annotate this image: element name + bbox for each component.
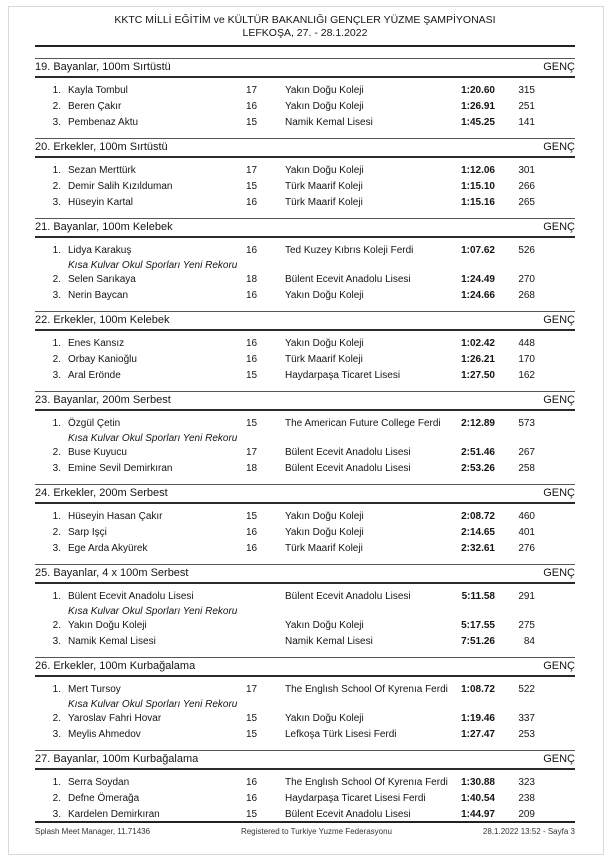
event-results	[35, 504, 575, 557]
club-cell: Namik Kemal Lisesi	[285, 636, 373, 647]
age-cell: 15	[246, 181, 258, 192]
age-cell: 15	[246, 117, 258, 128]
event-results	[35, 331, 575, 384]
result-row	[35, 179, 575, 195]
record-note: Kısa Kulvar Okul Sporları Yeni Rekoru	[68, 699, 238, 710]
result-row	[35, 775, 575, 791]
time-cell: 1:19.46	[461, 713, 495, 724]
footer-datetime-page: 28.1.2022 13:52 - Sayfa 3	[482, 827, 575, 836]
event-section	[35, 750, 575, 823]
points-cell: 268	[518, 290, 535, 301]
result-row	[35, 368, 575, 384]
points-cell: 265	[518, 197, 535, 208]
result-row	[35, 163, 575, 179]
result-row	[35, 416, 575, 432]
age-cell: 16	[246, 245, 258, 256]
age-cell: 16	[246, 777, 258, 788]
rank-cell: 3.	[52, 370, 61, 381]
club-cell: Yakın Doğu Koleji	[285, 101, 364, 112]
swimmer-name: Emine Sevil Demirkıran	[68, 463, 173, 474]
time-cell: 2:08.72	[461, 511, 495, 522]
result-row	[35, 541, 575, 557]
points-cell: 162	[518, 370, 535, 381]
result-row	[35, 509, 575, 525]
record-note: Kısa Kulvar Okul Sporları Yeni Rekoru	[68, 433, 238, 444]
age-cell: 16	[246, 543, 258, 554]
points-cell: 267	[518, 447, 535, 458]
footer-software: Splash Meet Manager, 11.71436	[35, 827, 151, 836]
swimmer-name: Bülent Ecevit Anadolu Lisesi	[68, 591, 194, 602]
event-title: 24. Erkekler, 200m Serbest	[35, 487, 168, 499]
result-row	[35, 288, 575, 304]
swimmer-name: Kardelen Demirkıran	[68, 809, 160, 820]
time-cell: 2:53.26	[461, 463, 495, 474]
time-cell: 2:51.46	[461, 447, 495, 458]
rank-cell: 3.	[52, 197, 61, 208]
event-category-badge: GENÇ	[543, 487, 575, 499]
age-cell: 15	[246, 713, 258, 724]
club-cell: Ted Kuzey Kıbrıs Koleji Ferdi	[285, 245, 414, 256]
points-cell: 323	[518, 777, 535, 788]
swimmer-name: Mert Tursoy	[68, 684, 121, 695]
event-heading	[35, 138, 575, 158]
club-cell: Bülent Ecevit Anadolu Lisesi	[285, 463, 411, 474]
swimmer-name: Lidya Karakuş	[68, 245, 132, 256]
time-cell: 1:27.47	[461, 729, 495, 740]
swimmer-name: Buse Kuyucu	[68, 447, 127, 458]
club-cell: Türk Maarif Koleji	[285, 197, 363, 208]
swimmer-name: Kayla Tombul	[68, 85, 128, 96]
event-section	[35, 138, 575, 211]
swimmer-name: Defne Ömerağa	[68, 793, 140, 804]
rank-cell: 3.	[52, 117, 61, 128]
time-cell: 2:12.89	[461, 418, 495, 429]
points-cell: 209	[518, 809, 535, 820]
event-results	[35, 584, 575, 650]
club-cell: Bülent Ecevit Anadolu Lisesi	[285, 274, 411, 285]
result-row	[35, 336, 575, 352]
event-heading	[35, 484, 575, 504]
time-cell: 1:27.50	[461, 370, 495, 381]
rank-cell: 3.	[52, 543, 61, 554]
rank-cell: 1.	[52, 165, 61, 176]
time-cell: 1:44.97	[461, 809, 495, 820]
swimmer-name: Aral Erönde	[68, 370, 121, 381]
rank-cell: 2.	[52, 793, 61, 804]
points-cell: 238	[518, 793, 535, 804]
event-heading	[35, 391, 575, 411]
time-cell: 1:15.10	[461, 181, 495, 192]
club-cell: The Englısh School Of Kyrenıa Ferdi	[285, 684, 448, 695]
result-row	[35, 352, 575, 368]
swimmer-name: Namik Kemal Lisesi	[68, 636, 156, 647]
rank-cell: 2.	[52, 181, 61, 192]
rank-cell: 1.	[52, 777, 61, 788]
time-cell: 1:26.91	[461, 101, 495, 112]
time-cell: 1:15.16	[461, 197, 495, 208]
rank-cell: 1.	[52, 418, 61, 429]
event-results	[35, 158, 575, 211]
event-section	[35, 391, 575, 477]
rank-cell: 2.	[52, 713, 61, 724]
points-cell: 84	[523, 636, 535, 647]
event-section	[35, 484, 575, 557]
result-row	[35, 99, 575, 115]
points-cell: 522	[518, 684, 535, 695]
points-cell: 270	[518, 274, 535, 285]
event-title: 19. Bayanlar, 100m Sırtüstü	[35, 61, 171, 73]
age-cell: 16	[246, 290, 258, 301]
age-cell: 16	[246, 338, 258, 349]
club-cell: Haydarpaşa Ticaret Lisesi Ferdi	[285, 793, 426, 804]
rank-cell: 2.	[52, 274, 61, 285]
event-results	[35, 677, 575, 743]
age-cell: 15	[246, 370, 258, 381]
result-row	[35, 791, 575, 807]
rank-cell: 2.	[52, 447, 61, 458]
time-cell: 7:51.26	[461, 636, 495, 647]
event-heading	[35, 750, 575, 770]
points-cell: 251	[518, 101, 535, 112]
points-cell: 275	[518, 620, 535, 631]
club-cell: Yakın Doğu Koleji	[285, 713, 364, 724]
time-cell: 1:26.21	[461, 354, 495, 365]
result-row	[35, 83, 575, 99]
points-cell: 266	[518, 181, 535, 192]
rank-cell: 2.	[52, 101, 61, 112]
age-cell: 16	[246, 197, 258, 208]
points-cell: 141	[518, 117, 535, 128]
event-title: 27. Bayanlar, 100m Kurbağalama	[35, 753, 199, 765]
swimmer-name: Sarp Işçi	[68, 527, 107, 538]
age-cell: 17	[246, 684, 258, 695]
points-cell: 301	[518, 165, 535, 176]
event-section	[35, 657, 575, 743]
result-row	[35, 711, 575, 727]
points-cell: 315	[518, 85, 535, 96]
result-row	[35, 461, 575, 477]
event-category-badge: GENÇ	[543, 221, 575, 233]
rank-cell: 3.	[52, 463, 61, 474]
event-category-badge: GENÇ	[543, 141, 575, 153]
club-cell: Bülent Ecevit Anadolu Lisesi	[285, 591, 411, 602]
club-cell: Namik Kemal Lisesi	[285, 117, 373, 128]
event-category-badge: GENÇ	[543, 394, 575, 406]
club-cell: Yakın Doğu Koleji	[285, 511, 364, 522]
age-cell: 18	[246, 463, 258, 474]
club-cell: Yakın Doğu Koleji	[285, 290, 364, 301]
result-row	[35, 272, 575, 288]
result-row	[35, 243, 575, 259]
rank-cell: 1.	[52, 245, 61, 256]
event-results	[35, 411, 575, 477]
age-cell: 17	[246, 447, 258, 458]
time-cell: 1:24.66	[461, 290, 495, 301]
rank-cell: 1.	[52, 338, 61, 349]
swimmer-name: Pembenaz Aktu	[68, 117, 139, 128]
club-cell: Haydarpaşa Ticaret Lisesi	[285, 370, 401, 381]
time-cell: 1:08.72	[461, 684, 495, 695]
club-cell: The American Future College Ferdi	[285, 418, 441, 429]
swimmer-name: Nerin Baycan	[68, 290, 129, 301]
result-row	[35, 445, 575, 461]
event-category-badge: GENÇ	[543, 314, 575, 326]
event-section	[35, 311, 575, 384]
event-title: 22. Erkekler, 100m Kelebek	[35, 314, 170, 326]
time-cell: 2:14.65	[461, 527, 495, 538]
age-cell: 16	[246, 101, 258, 112]
event-title: 20. Erkekler, 100m Sırtüstü	[35, 141, 168, 153]
club-cell: Bülent Ecevit Anadolu Lisesi	[285, 447, 411, 458]
points-cell: 170	[518, 354, 535, 365]
swimmer-name: Meylis Ahmedov	[68, 729, 141, 740]
document-title: KKTC MİLLİ EĞİTİM ve KÜLTÜR BAKANLIĞI GENÇLER YÜZME ŞAMPİYONASI	[114, 14, 496, 26]
event-title: 25. Bayanlar, 4 x 100m Serbest	[35, 567, 189, 579]
age-cell: 17	[246, 165, 258, 176]
swimmer-name: Selen Sarıkaya	[68, 274, 136, 285]
time-cell: 1:02.42	[461, 338, 495, 349]
swimmer-name: Serra Soydan	[68, 777, 130, 788]
points-cell: 401	[518, 527, 535, 538]
event-heading	[35, 218, 575, 238]
rank-cell: 1.	[52, 684, 61, 695]
event-title: 26. Erkekler, 100m Kurbağalama	[35, 660, 196, 672]
club-cell: Lefkoşa Türk Lisesi Ferdi	[285, 729, 397, 740]
time-cell: 1:40.54	[461, 793, 495, 804]
time-cell: 1:24.49	[461, 274, 495, 285]
event-results	[35, 78, 575, 131]
age-cell: 15	[246, 809, 258, 820]
swimmer-name: Sezan Merttürk	[68, 165, 136, 176]
event-heading	[35, 311, 575, 331]
event-section	[35, 218, 575, 304]
page-footer	[35, 821, 575, 836]
points-cell: 258	[518, 463, 535, 474]
time-cell: 5:11.58	[461, 591, 495, 602]
age-cell: 16	[246, 527, 258, 538]
swimmer-name: Beren Çakır	[68, 101, 122, 112]
time-cell: 1:45.25	[461, 117, 495, 128]
points-cell: 291	[518, 591, 535, 602]
swimmer-name: Enes Kansız	[68, 338, 125, 349]
result-row	[35, 634, 575, 650]
age-cell: 16	[246, 793, 258, 804]
points-cell: 573	[518, 418, 535, 429]
time-cell: 1:07.62	[461, 245, 495, 256]
swimmer-name: Hüseyin Kartal	[68, 197, 134, 208]
event-title: 21. Bayanlar, 100m Kelebek	[35, 221, 173, 233]
result-row	[35, 525, 575, 541]
event-category-badge: GENÇ	[543, 61, 575, 73]
club-cell: The Englısh School Of Kyrenıa Ferdi	[285, 777, 448, 788]
event-section	[35, 564, 575, 650]
club-cell: Türk Maarif Koleji	[285, 181, 363, 192]
time-cell: 1:30.88	[461, 777, 495, 788]
event-results	[35, 770, 575, 823]
points-cell: 253	[518, 729, 535, 740]
result-row	[35, 195, 575, 211]
points-cell: 276	[518, 543, 535, 554]
age-cell: 17	[246, 85, 258, 96]
club-cell: Bülent Ecevit Anadolu Lisesi	[285, 809, 411, 820]
club-cell: Yakın Doğu Koleji	[285, 338, 364, 349]
age-cell: 16	[246, 354, 258, 365]
age-cell: 15	[246, 729, 258, 740]
header-divider	[35, 45, 575, 47]
result-row	[35, 682, 575, 698]
rank-cell: 1.	[52, 591, 61, 602]
rank-cell: 3.	[52, 290, 61, 301]
swimmer-name: Yaroslav Fahri Hovar	[68, 713, 162, 724]
swimmer-name: Demir Salih Kızılduman	[68, 181, 173, 192]
points-cell: 448	[518, 338, 535, 349]
swimmer-name: Ege Arda Akyürek	[68, 543, 148, 554]
club-cell: Yakın Doğu Koleji	[285, 85, 364, 96]
rank-cell: 1.	[52, 85, 61, 96]
time-cell: 5:17.55	[461, 620, 495, 631]
points-cell: 460	[518, 511, 535, 522]
event-heading	[35, 657, 575, 677]
footer-registration: Registered to Turkiye Yuzme Federasyonu	[240, 827, 392, 836]
record-note: Kısa Kulvar Okul Sporları Yeni Rekoru	[68, 606, 238, 617]
rank-cell: 2.	[52, 527, 61, 538]
time-cell: 1:12.06	[461, 165, 495, 176]
event-heading	[35, 564, 575, 584]
event-results	[35, 238, 575, 304]
swimmer-name: Hüseyin Hasan Çakır	[68, 511, 163, 522]
points-cell: 337	[518, 713, 535, 724]
club-cell: Yakın Doğu Koleji	[285, 527, 364, 538]
event-section	[35, 58, 575, 131]
club-cell: Yakın Doğu Koleji	[285, 620, 364, 631]
time-cell: 2:32.61	[461, 543, 495, 554]
result-row	[35, 618, 575, 634]
swimmer-name: Yakın Doğu Koleji	[68, 620, 147, 631]
event-category-badge: GENÇ	[543, 753, 575, 765]
rank-cell: 3.	[52, 809, 61, 820]
rank-cell: 1.	[52, 511, 61, 522]
event-title: 23. Bayanlar, 200m Serbest	[35, 394, 171, 406]
club-cell: Yakın Doğu Koleji	[285, 165, 364, 176]
club-cell: Türk Maarif Koleji	[285, 354, 363, 365]
points-cell: 526	[518, 245, 535, 256]
club-cell: Türk Maarif Koleji	[285, 543, 363, 554]
swimmer-name: Özgül Çetin	[68, 418, 121, 429]
event-category-badge: GENÇ	[543, 567, 575, 579]
document-subtitle: LEFKOŞA, 27. - 28.1.2022	[242, 27, 368, 39]
events-list	[35, 58, 575, 823]
rank-cell: 2.	[52, 354, 61, 365]
rank-cell: 2.	[52, 620, 61, 631]
record-note: Kısa Kulvar Okul Sporları Yeni Rekoru	[68, 260, 238, 271]
rank-cell: 3.	[52, 729, 61, 740]
swimmer-name: Orbay Kanioğlu	[68, 354, 137, 365]
rank-cell: 3.	[52, 636, 61, 647]
result-row	[35, 115, 575, 131]
result-row	[35, 589, 575, 605]
age-cell: 15	[246, 511, 258, 522]
time-cell: 1:20.60	[461, 85, 495, 96]
event-category-badge: GENÇ	[543, 660, 575, 672]
age-cell: 18	[246, 274, 258, 285]
event-heading	[35, 58, 575, 78]
result-row	[35, 727, 575, 743]
age-cell: 15	[246, 418, 258, 429]
